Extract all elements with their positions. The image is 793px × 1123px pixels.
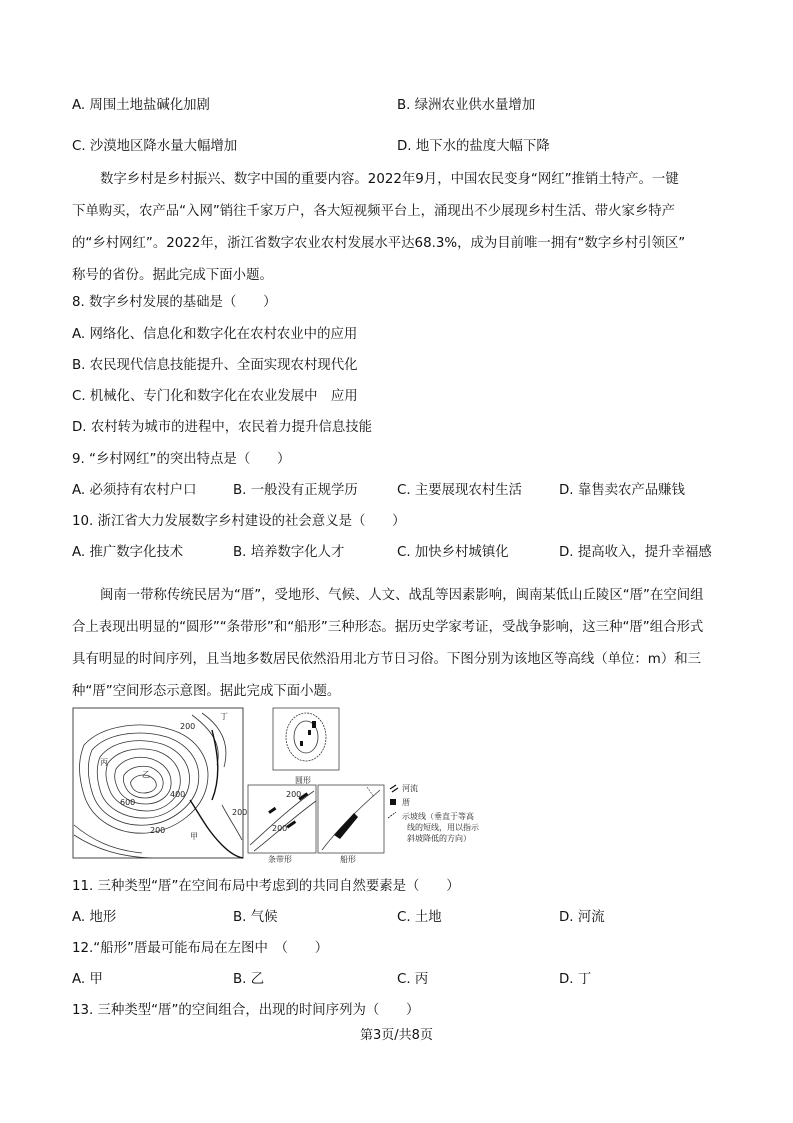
q12-option-d: D. 丁 [559, 972, 592, 987]
place-label-jia: 甲 [190, 832, 198, 841]
q7-option-b: B. 绿洲农业供水量增加 [397, 98, 536, 113]
passage-cuo-houses [72, 580, 724, 708]
panel-strip-form [248, 785, 316, 864]
q9-option-a: A. 必须持有农村户口 [72, 483, 197, 498]
panel-round-form [273, 708, 339, 785]
q10-option-a: A. 推广数字化技术 [72, 545, 184, 560]
q8-option-b: B. 农民现代信息技能提升、全面实现农村现代化 [72, 358, 358, 373]
q12-option-c: C. 丙 [397, 972, 429, 987]
contour-label: 200 [180, 722, 196, 731]
q9-option-b: B. 一般没有正规学历 [233, 483, 358, 498]
contour-label: 200 [232, 808, 248, 817]
q11-option-b: B. 气候 [233, 910, 278, 925]
passage1-line: 的“乡村网红”。2022年，浙江省数字农业农村发展水平达68.3%，成为目前唯一拥有“数字乡村引领区” [72, 236, 686, 251]
contour-map [73, 708, 247, 858]
passage2-line: 具有明显的时间序列，且当地多数居民依然沿用北方节日习俗。下图分别为该地区等高线（单位：m）和三 [72, 652, 702, 667]
q13-stem: 13. 三种类型“厝”的空间组合，出现的时间序列为（ ） [72, 1003, 420, 1018]
legend-river: 河流 [402, 784, 418, 793]
q10-option-d: D. 提高收入，提升幸福感 [559, 545, 712, 560]
legend-slope: 线的短线，用以指示 [407, 823, 479, 832]
q9-stem: 9. “乡村网红”的突出特点是（ ） [72, 452, 291, 467]
q8-option-a: A. 网络化、信息化和数字化在农村农业中的应用 [72, 327, 358, 342]
strip-contour-label: 200 [286, 790, 302, 799]
q12-option-b: B. 乙 [233, 972, 265, 987]
passage1-line: 下单购买，农产品“入网”销往千家万户，各大短视频平台上，涌现出不少展现乡村生活、带火家乡特产 [72, 204, 676, 219]
q11-option-c: C. 土地 [397, 910, 442, 925]
panel-round-caption: 圆形 [295, 776, 311, 785]
q10-stem: 10. 浙江省大力发展数字乡村建设的社会意义是（ ） [72, 514, 406, 529]
q9-option-d: D. 靠售卖农产品赚钱 [559, 483, 685, 498]
page-footer: 第3页/共8页 [360, 1028, 433, 1043]
legend-slope: 斜坡降低的方向） [407, 834, 471, 843]
q11-option-d: D. 河流 [559, 910, 605, 925]
place-label-ding: 丁 [220, 712, 228, 721]
q8-option-d: D. 农村转为城市的进程中，农民着力提升信息技能 [72, 420, 373, 435]
legend-house: 厝 [402, 798, 410, 807]
passage2-line: 闽南一带称传统民居为“厝”，受地形、气候、人文、战乱等因素影响，闽南某低山丘陵区“厝”在空间组 [100, 588, 704, 603]
legend-slope: 示坡线（垂直于等高 [402, 812, 474, 821]
passage1-line: 称号的省份。据此完成下面小题。 [72, 268, 273, 283]
q12-option-a: A. 甲 [72, 972, 103, 987]
q10-option-b: B. 培养数字化人才 [233, 545, 345, 560]
place-label-yi: 乙 [142, 770, 150, 779]
panel-strip-caption: 条带形 [268, 855, 292, 864]
contour-label: 200 [150, 826, 166, 835]
q7-option-c: C. 沙漠地区降水量大幅增加 [72, 139, 238, 154]
contour-label: 400 [170, 790, 186, 799]
passage1-line: 数字乡村是乡村振兴、数字中国的重要内容。2022年9月，中国农民变身“网红”推销土特产。一键 [100, 172, 679, 187]
q9-option-c: C. 主要展现农村生活 [397, 483, 522, 498]
q12-stem: 12.“船形”厝最可能布局在左图中 （ ） [72, 941, 329, 956]
q10-option-c: C. 加快乡村城镇化 [397, 545, 509, 560]
panel-boat-form [318, 785, 384, 864]
panel-boat-caption: 船形 [340, 855, 356, 864]
q8-stem: 8. 数字乡村发展的基础是（ ） [72, 295, 277, 310]
place-label-bing: 丙 [100, 758, 108, 767]
passage2-line: 合上表现出明显的“圆形”“条带形”和“船形”三种形态。据历史学家考证，受战争影响，这三种“厝”组合形式 [72, 620, 704, 635]
q7-option-d: D. 地下水的盐度大幅下降 [397, 139, 550, 154]
contour-label: 600 [120, 798, 136, 807]
figure-legend [388, 783, 480, 843]
strip-contour-label: 200 [272, 824, 288, 833]
q7-option-a: A. 周围土地盐碱化加剧 [72, 98, 210, 113]
passage2-line: 种“厝”空间形态示意图。据此完成下面小题。 [72, 684, 341, 699]
passage-digital-village [72, 164, 724, 292]
figure-contour-and-cuo-forms [72, 705, 502, 865]
q8-option-c: C. 机械化、专门化和数字化在农业发展中 应用 [72, 389, 358, 404]
q11-option-a: A. 地形 [72, 910, 117, 925]
q11-stem: 11. 三种类型“厝”在空间布局中考虑到的共同自然要素是（ ） [72, 879, 460, 894]
